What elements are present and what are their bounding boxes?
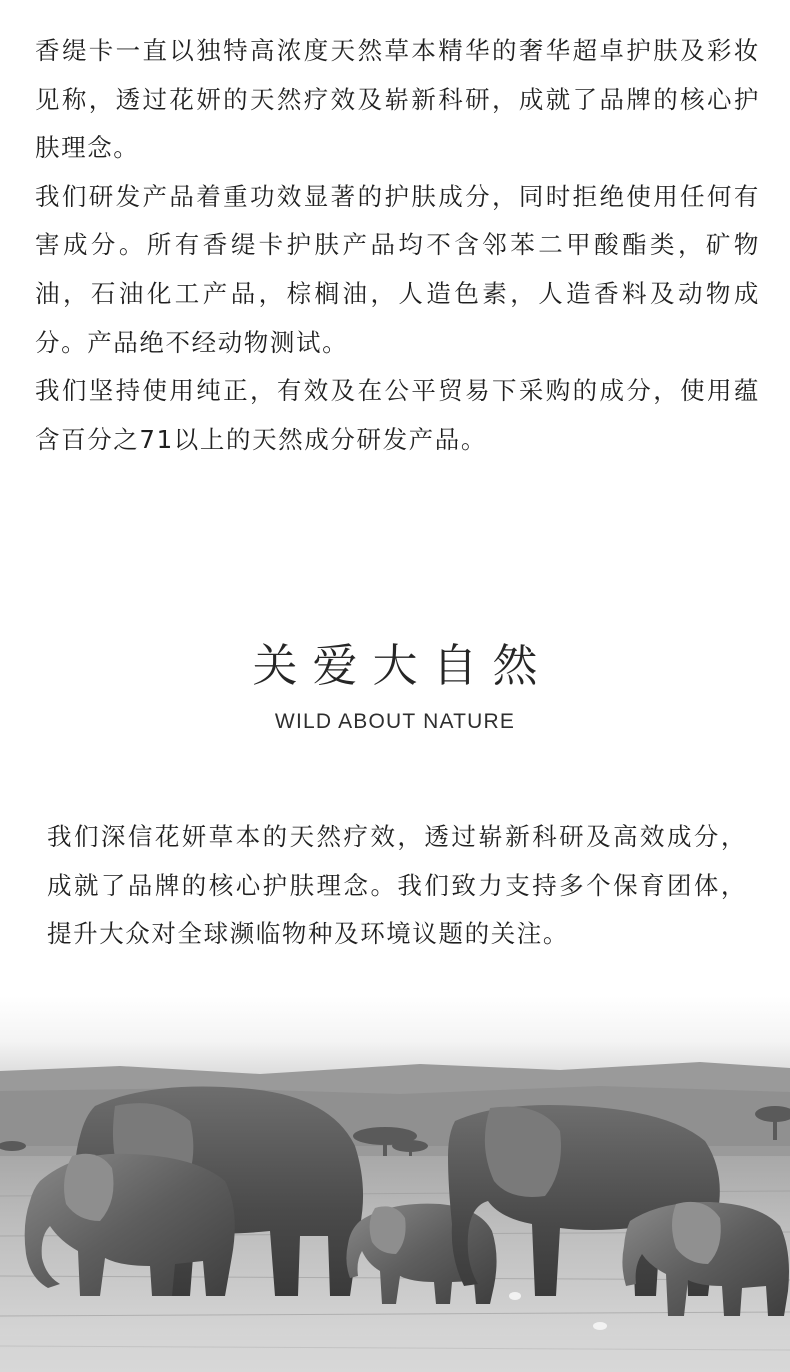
foreground-grass: [0, 1336, 790, 1372]
intro-text-block: [35, 27, 760, 464]
intro-paragraph-3: 我们坚持使用纯正，有效及在公平贸易下采购的成分，使用蕴含百分之71以上的天然成分研发产品。: [35, 376, 760, 454]
section-title: 关爱大自然: [252, 639, 553, 692]
elephant-photo: [0, 996, 790, 1372]
section-body: [47, 813, 747, 959]
section-paragraph: 我们深信花妍草本的天然疗效，透过崭新科研及高效成分，成就了品牌的核心护肤理念。我们致力支持多个保育团体，提升大众对全球濒临物种及环境议题的关注。: [47, 822, 747, 949]
section-subtitle: WILD ABOUT NATURE: [274, 710, 516, 733]
elephant-herd-illustration: [0, 996, 790, 1372]
intro-paragraph-2: 我们研发产品着重功效显著的护肤成分，同时拒绝使用任何有害成分。所有香缇卡护肤产品均不含邻苯二甲酸酯类，矿物油，石油化工产品，棕榈油，人造色素，人造香料及动物成分。产品绝不经动物测试。: [35, 181, 760, 357]
intro-paragraph-1: 香缇卡一直以独特高浓度天然草本精华的奢华超卓护肤及彩妆见称，透过花妍的天然疗效及崭新科研，成就了品牌的核心护肤理念。: [35, 36, 760, 163]
